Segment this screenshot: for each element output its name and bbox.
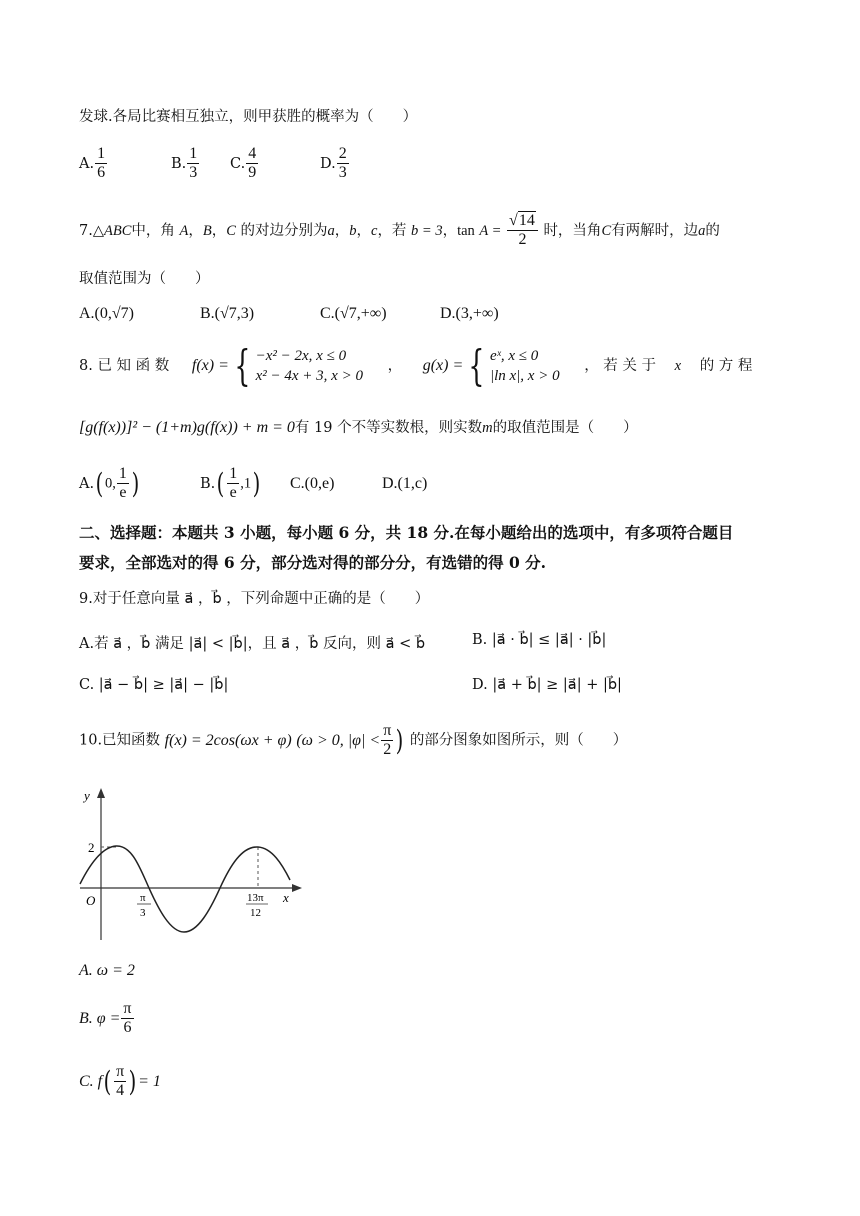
x-tick-pi-3-den: 3	[140, 907, 146, 919]
q10-option-c[interactable]: C. f( $\frac{\pi}{4}$ ) = 1	[79, 1063, 161, 1100]
origin-label: O	[86, 893, 96, 908]
y-axis-arrow	[97, 788, 105, 798]
q7-option-b[interactable]: B.(√7,3)	[200, 305, 255, 322]
q7-option-d[interactable]: D.(3,+∞)	[440, 305, 499, 322]
q10-function-graph	[70, 782, 315, 944]
q8-option-a[interactable]: A.( 0, $\frac{1}{e}$ )	[79, 465, 140, 502]
q7-stem-line2: 取值范围为（ ）	[79, 271, 210, 287]
cosine-curve	[80, 846, 290, 932]
q9-option-d[interactable]: D. |a⃗ + b⃗| ≥ |a⃗| + |b⃗|	[472, 677, 622, 693]
section-2-heading: 二、选择题：本题共 3 小题，每小题 6 分，共 18 分.在每小题给出的选项中，有多项符合题目	[79, 523, 734, 542]
x-tick-pi-3-num: π	[140, 892, 146, 904]
q8-option-c[interactable]: C.(0,e)	[290, 475, 335, 492]
y-tick-2: 2	[88, 840, 95, 855]
x-tick-13pi-12-den: 12	[250, 907, 261, 919]
section-2-heading-line2: 要求，全部选对的得 6 分，部分选对得的部分分，有选错的得 0 分.	[79, 553, 547, 572]
q7-option-c[interactable]: C.(√7,+∞)	[320, 305, 387, 322]
q8-stem-line2: [g(f(x))]² − (1+m)g(f(x)) + m = 0有 19 个不等实数根，则实数m的取值范围是（ ）	[79, 419, 638, 436]
q9-stem: 9.对于任意向量 a⃗ ，b⃗ ，下列命题中正确的是（ ）	[79, 591, 430, 607]
x-axis-arrow	[292, 884, 302, 892]
q10-option-a[interactable]: A. ω = 2	[79, 962, 135, 979]
x-axis-label: x	[283, 890, 289, 905]
q6-option-b[interactable]: B. $\frac{1}{3}$	[171, 145, 198, 182]
q6-option-c[interactable]: C. $\frac{4}{9}$	[230, 145, 257, 182]
q8-stem: 8. 已 知 函 数 f(x) = { −x² − 2x, x ≤ 0 x² − 4x + 3, x > 0 ， g(x) = { eˣ, x ≤ 0 |ln x|, x > 0 ， 若 关 于 x 的 方 程	[79, 341, 753, 390]
q9-option-b[interactable]: B. |a⃗ · b⃗| ≤ |a⃗| · |b⃗|	[472, 632, 607, 648]
q10-stem: 10.已知函数 f(x) = 2cos(ωx + φ) (ω > 0, |φ| < $\frac{\pi}{2}$ ) 的部分图象如图所示，则（ ）	[79, 722, 628, 759]
q9-option-a[interactable]: A.若 a⃗ ，b⃗ 满足 |a⃗| < |b⃗|，且 a⃗ ，b⃗ 反向，则 a⃗ < b⃗	[79, 636, 426, 652]
q9-option-c[interactable]: C. |a⃗ − b⃗| ≥ |a⃗| − |b⃗|	[79, 677, 229, 693]
q10-option-b[interactable]: B. φ = $\frac{\pi}{6}$	[79, 1000, 132, 1037]
x-tick-13pi-12-num: 13π	[247, 892, 264, 904]
q8-option-b[interactable]: B.( $\frac{1}{e}$ ,1)	[200, 465, 261, 502]
q8-option-d[interactable]: D.(1,c)	[382, 475, 428, 492]
q6-option-a[interactable]: A. $\frac{1}{6}$	[79, 145, 106, 182]
q7-stem: 7.△ABC中，角 A，B，C 的对边分别为a，b，c，若 b = 3，tan A = $\frac{√14}{2}$ 时，当角C有两解时，边a的	[79, 212, 720, 249]
y-axis-label: y	[84, 788, 90, 803]
q7-option-a[interactable]: A.(0,√7)	[79, 305, 134, 322]
q6-option-d[interactable]: D. $\frac{2}{3}$	[320, 145, 347, 182]
q6-stem-tail: 发球.各局比赛相互独立，则甲获胜的概率为（ ）	[79, 109, 418, 125]
